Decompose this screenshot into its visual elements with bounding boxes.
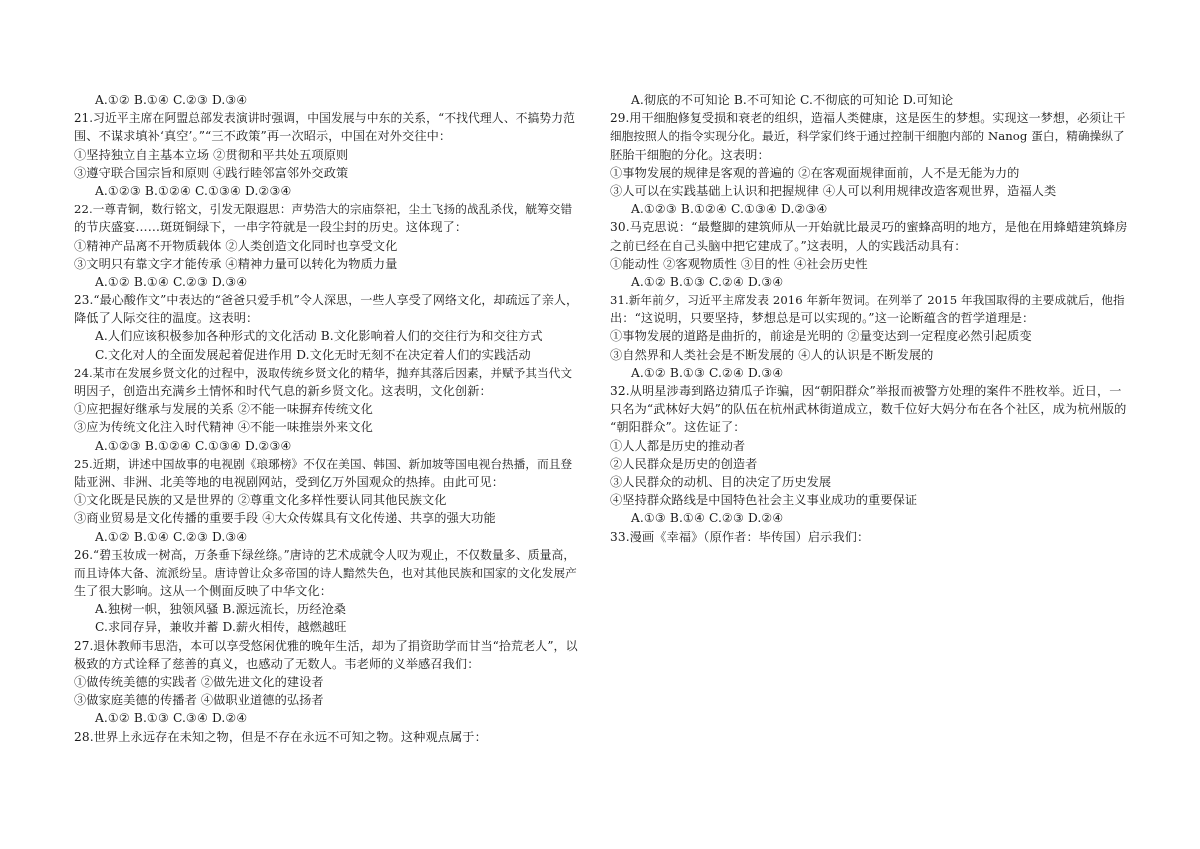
question-text-line: 23.“最心酸作文”中表达的“爸爸只爱手机”令人深思，一些人享受了网络文化，却疏远了亲人， bbox=[74, 293, 579, 308]
question-text-line: ③遵守联合国宗旨和原则 ④践行睦邻富邻外交政策 bbox=[74, 165, 349, 180]
question-text-line: 33.漫画《幸福》（原作者：毕传国）启示我们： bbox=[610, 529, 870, 544]
question-text-line: “朝阳群众”。这佐证了： bbox=[610, 420, 746, 435]
question-text-line: ①人人都是历史的推动者 bbox=[610, 438, 746, 453]
question-text-line: ①事物发展的规律是客观的普遍的 ②在客观面规律面前，人不是无能为力的 bbox=[610, 165, 1020, 180]
answer-options-line: A.①② B.①④ C.②③ D.③④ bbox=[95, 93, 248, 107]
answer-options-line: C.文化对人的全面发展起着促进作用 D.文化无时无刻不在决定着人们的实践活动 bbox=[95, 347, 531, 362]
question-text-line: 出：“这说明，只要坚持，梦想总是可以实现的。”这一论断蕴含的哲学道理是： bbox=[610, 311, 1035, 326]
question-text-line: 的节庆盛宴……斑斑铜绿下，一串字符就是一段尘封的历史。这体现了： bbox=[74, 220, 468, 235]
question-text-line: 30.马克思说：“最蹩脚的建筑师从一开始就比最灵巧的蜜蜂高明的地方，是他在用蜂蜡建筑蜂房 bbox=[610, 220, 1128, 235]
answer-options-line: A.①②③ B.①②④ C.①③④ D.②③④ bbox=[95, 438, 292, 453]
question-text-line: ③应为传统文化注入时代精神 ④不能一味推崇外来文化 bbox=[74, 420, 373, 435]
question-text-line: 29.用干细胞修复受损和衰老的组织，造福人类健康，这是医生的梦想。实现这一梦想，必须让干 bbox=[610, 111, 1126, 126]
question-text-line: ③做家庭美德的传播者 ④做职业道德的弘扬者 bbox=[74, 693, 324, 708]
question-text-line: 细胞按照人的指令实现分化。最近，科学家们终于通过控制干细胞内部的 Nanog 蛋白，精确操纵了 bbox=[610, 129, 1125, 144]
answer-options-line: A.彻底的不可知论 B.不可知论 C.不彻底的可知论 D.可知论 bbox=[631, 93, 954, 107]
question-text-line: 28.世界上永远存在未知之物，但是不存在永远不可知之物。这种观点属于： bbox=[74, 729, 487, 744]
question-text-line: ②人民群众是历史的创造者 bbox=[610, 456, 758, 471]
answer-options-line: C.求同存异，兼收并蓄 D.薪火相传，越燃越旺 bbox=[95, 620, 347, 635]
question-text-line: ①精神产品离不开物质载体 ②人类创造文化同时也享受文化 bbox=[74, 238, 398, 253]
question-text-line: ③自然界和人类社会是不断发展的 ④人的认识是不断发展的 bbox=[610, 347, 934, 362]
question-text-line: ④坚持群众路线是中国特色社会主义事业成功的重要保证 bbox=[610, 493, 918, 508]
question-text-line: 降低了人际交往的温度。这表明： bbox=[74, 311, 259, 326]
answer-options-line: A.①② B.①④ C.②③ D.③④ bbox=[95, 529, 248, 544]
question-text-line: 22.一尊青铜，数行铭文，引发无限遐思：声势浩大的宗庙祭祀，尘土飞扬的战乱杀伐，觥筹交错 bbox=[74, 202, 573, 217]
question-text-line: ①事物发展的道路是曲折的，前途是光明的 ②量变达到一定程度必然引起质变 bbox=[610, 329, 1032, 344]
question-text-line: 极致的方式诠释了慈善的真义，也感动了无数人。韦老师的义举感召我们： bbox=[74, 656, 480, 671]
question-text-line: 21.习近平主席在阿盟总部发表演讲时强调，中国发展与中东的关系，“不找代理人、不搞势力范 bbox=[74, 111, 576, 126]
question-text-line: ①文化既是民族的又是世界的 ②尊重文化多样性要认同其他民族文化 bbox=[74, 493, 447, 508]
question-text-line: 围、不谋求填补‘真空’。”“三不政策”再一次昭示，中国在对外交往中： bbox=[74, 129, 452, 144]
question-text-line: 胚胎干细胞的分化。这表明： bbox=[610, 147, 770, 162]
answer-options-line: A.①② B.①③ C.②④ D.③④ bbox=[631, 274, 784, 289]
question-text-line: ①做传统美德的实践者 ②做先进文化的建设者 bbox=[74, 675, 324, 689]
answer-options-line: A.①②③ B.①②④ C.①③④ D.②③④ bbox=[95, 183, 292, 198]
question-text-line: ③人民群众的动机、目的决定了历史发展 bbox=[610, 474, 832, 489]
question-text-line: ①应把握好继承与发展的关系 ②不能一味摒弃传统文化 bbox=[74, 402, 373, 417]
answer-options-line: A.①②③ B.①②④ C.①③④ D.②③④ bbox=[631, 202, 828, 217]
question-text-line: 26.“碧玉妆成一树高，万条垂下绿丝绦。”唐诗的艺术成就令人叹为观止，不仅数量多、质量高， bbox=[74, 547, 576, 562]
question-text-line: ③商业贸易是文化传播的重要手段 ④大众传媒具有文化传递、共享的强大功能 bbox=[74, 511, 496, 526]
question-text-line: 之前已经在自己头脑中把它建成了。”这表明，人的实践活动具有： bbox=[610, 238, 967, 253]
question-text-line: 明因子，创造出充满乡土情怀和时代气息的新乡贤文化。这表明，文化创新： bbox=[74, 384, 492, 398]
question-text-line: 而且诗体大备、流派纷呈。唐诗曾让众多帝国的诗人黯然失色，也对其他民族和国家的文化发展产 bbox=[74, 565, 577, 580]
answer-options-line: A.①③ B.①④ C.②③ D.②④ bbox=[631, 511, 784, 526]
question-text-line: ①坚持独立自主基本立场 ②贯彻和平共处五项原则 bbox=[74, 147, 349, 162]
question-text-line: 27.退休教师韦思浩，本可以享受悠闲优雅的晚年生活，却为了捐资助学而甘当“拾荒老人”，以 bbox=[74, 638, 578, 653]
question-text-line: 生了很大影响。这从一个侧面反映了中华文化： bbox=[74, 584, 333, 599]
question-text-line: 只名为“武林好大妈”的队伍在杭州武林街道成立，数千位好大妈分布在各个社区，成为杭州版的 bbox=[610, 402, 1127, 417]
question-text-line: 25.近期，讲述中国故事的电视剧《琅琊榜》不仅在美国、韩国、新加坡等国电视台热播，而且登 bbox=[74, 456, 573, 471]
answer-options-line: A.①② B.①④ C.②③ D.③④ bbox=[95, 274, 248, 289]
left-column bbox=[74, 91, 578, 746]
answer-options-line: A.人们应该积极参加各种形式的文化活动 B.文化影响着人们的交往行为和交往方式 bbox=[95, 329, 543, 344]
question-text-line: 31.新年前夕，习近平主席发表 2016 年新年贺词。在列举了 2015 年我国取得的主要成就后，他指 bbox=[610, 293, 1125, 308]
answer-options-line: A.独树一帜，独领风骚 B.源远流长，历经沧桑 bbox=[95, 602, 347, 617]
question-text-line: 陆亚洲、非洲、北美等地的电视剧网站，受到亿万外国观众的热捧。由此可见： bbox=[74, 474, 505, 489]
answer-options-line: A.①② B.①③ C.②④ D.③④ bbox=[631, 365, 784, 380]
question-text-line: 32.从明星涉毒到路边猜瓜子诈骗，因“朝阳群众”举报而被警方处理的案件不胜枚举。近日，一 bbox=[610, 384, 1122, 398]
question-text-line: ③文明只有靠文字才能传承 ④精神力量可以转化为物质力量 bbox=[74, 256, 398, 271]
question-text-line: 24.某市在发展乡贤文化的过程中，汲取传统乡贤文化的精华，抛弃其落后因素，并赋予其当代文 bbox=[74, 365, 573, 380]
right-column bbox=[610, 91, 1132, 546]
question-text-line: ①能动性 ②客观物质性 ③目的性 ④社会历史性 bbox=[610, 256, 868, 271]
answer-options-line: A.①② B.①③ C.③④ D.②④ bbox=[95, 711, 248, 726]
question-text-line: ③人可以在实践基础上认识和把握规律 ④人可以利用规律改造客观世界，造福人类 bbox=[610, 183, 1057, 198]
